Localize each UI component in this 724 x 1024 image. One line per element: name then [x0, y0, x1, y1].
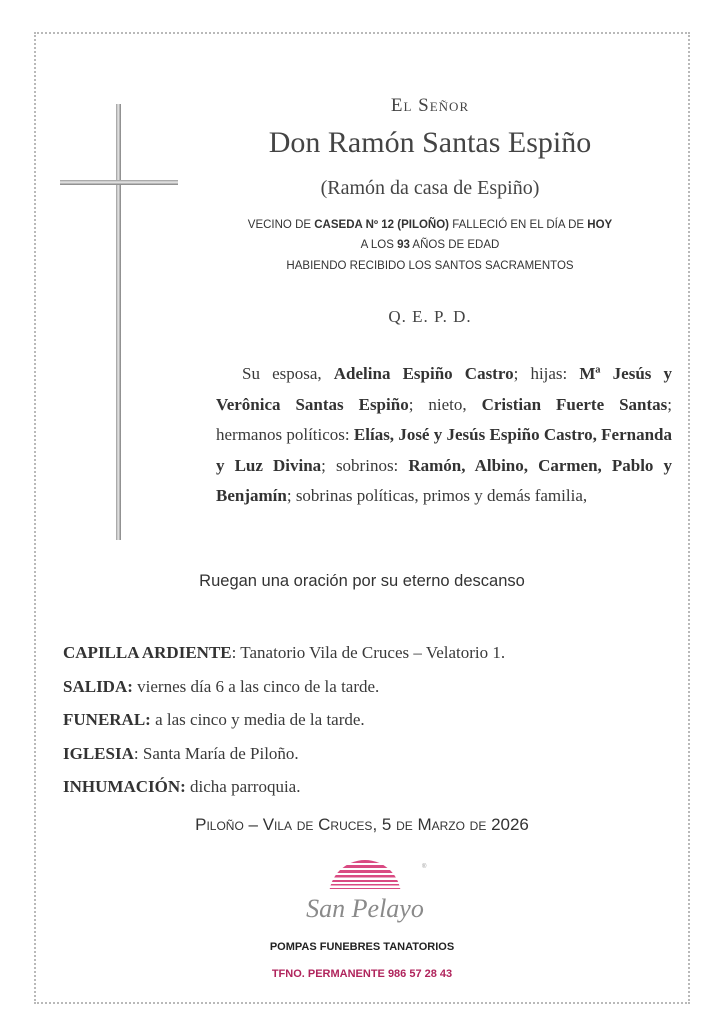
detail-inhumacion [63, 770, 505, 804]
detail-sep: : [231, 643, 237, 662]
detail-value: a las cinco y media de la tarde. [150, 710, 365, 729]
family-part: ; sobrinos: [321, 455, 409, 475]
detail-label: FUNERAL: [63, 710, 151, 729]
detail-value: viernes día 6 a las cinco de la tarde. [132, 676, 380, 696]
title-prefix: El Señor [390, 95, 470, 116]
prayer-request: Ruegan una oración por su eterno descanso [199, 572, 525, 590]
family-paragraph [216, 359, 672, 512]
detail-label: IGLESIA [63, 743, 134, 763]
family-name: Cristian Fuerte Santas [481, 394, 668, 414]
info-text: AÑOS DE EDAD [409, 239, 500, 251]
place-and-date: Piloño – Vila de Cruces, 5 de Marzo de 2026 [195, 815, 529, 834]
detail-sep: : [133, 743, 139, 763]
info-line-sacraments: HABIENDO RECIBIDO LOS SANTOS SACRAMENTOS [286, 260, 574, 272]
detail-capilla [63, 636, 505, 670]
detail-value: Tanatorio Vila de Cruces – Velatorio 1. [236, 643, 506, 662]
info-text: FALLECIÓ EN EL DÍA DE [449, 219, 588, 231]
family-part: Su esposa, [242, 364, 334, 383]
detail-label: INHUMACIÓN: [63, 777, 186, 796]
family-part: ; hermanos políticos: [216, 394, 673, 444]
family-name: Mª Jesús y Verônica Santas Espiño [216, 364, 673, 414]
phone-number: TFNO. PERMANENTE 986 57 28 43 [271, 968, 453, 980]
detail-label: SALIDA: [63, 676, 133, 696]
detail-salida [63, 670, 505, 704]
family-part: ; nieto, [408, 394, 482, 414]
detail-value: Santa María de Piloño. [138, 743, 299, 763]
qepd: Q. E. P. D. [388, 307, 472, 326]
cross-horizontal-bar [60, 180, 178, 185]
family-name: Elías, José y Jesús Espiño Castro, Fernanda y Luz Divina [216, 425, 672, 475]
detail-iglesia [63, 737, 505, 771]
detail-value: dicha parroquia. [185, 777, 301, 796]
service-details [63, 636, 505, 804]
san-pelayo-logo [290, 856, 440, 936]
deceased-name: Don Ramón Santas Espiño [268, 126, 592, 159]
family-name: Adelina Espiño Castro [333, 364, 514, 383]
family-part: ; hijas: [513, 364, 580, 383]
detail-funeral [63, 703, 505, 737]
svg-text:®: ® [422, 864, 427, 870]
detail-label: CAPILLA ARDIENTE [63, 643, 232, 662]
family-name: Ramón, Albino, Carmen, Pablo y Benjamín [216, 455, 672, 505]
info-address: CASEDA Nº 12 (PILOÑO) [314, 219, 450, 231]
info-age: 93 [397, 239, 410, 251]
company-name: POMPAS FUNEBRES TANATORIOS [269, 941, 455, 953]
info-line-age [200, 235, 660, 256]
logo-text: San Pelayo [306, 894, 424, 923]
info-text: A LOS [360, 239, 398, 251]
info-text: VECINO DE [247, 219, 315, 231]
deceased-alias: (Ramón da casa de Espiño) [320, 177, 540, 199]
info-day: HOY [587, 219, 613, 231]
info-line-residence [200, 215, 660, 236]
family-part: ; sobrinas políticas, primos y demás familia, [286, 486, 588, 505]
cross-vertical-bar [116, 104, 121, 540]
